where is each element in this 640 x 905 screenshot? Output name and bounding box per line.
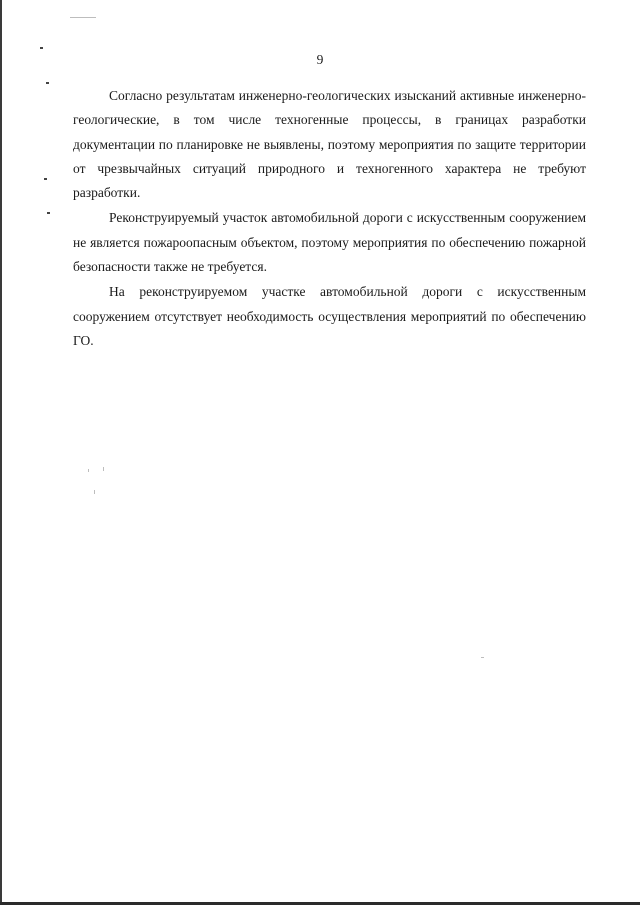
scan-left-edge bbox=[0, 0, 2, 905]
paragraph-civil-defense: На реконструируемом участке автомобильной дороги с искусственным сооружением отсутствует необходимость осуществления мероприятий по обеспечению ГО. bbox=[73, 284, 586, 348]
scan-speck bbox=[46, 82, 49, 84]
paragraph-fire-safety: Реконструируемый участок автомобильной дороги с искусственным сооружением не является пожароопасным объектом, поэтому мероприятия по обеспечению пожарной безопасности также не требуется. bbox=[73, 210, 586, 275]
scan-speck bbox=[94, 490, 95, 494]
scan-speck bbox=[88, 469, 89, 472]
scan-speck bbox=[40, 47, 43, 49]
scan-speck bbox=[103, 467, 104, 471]
paragraph-geological-processes: Согласно результатам инженерно-геологических изысканий активные инженерно-геологические, в том числе техногенные процессы, в границах разработки документации по планировке не выявлены, поэтому мероприятия по защите территории от чрезвычайных ситуаций природного и техногенного характера не требуют разработки. bbox=[73, 88, 586, 201]
scan-speck bbox=[44, 178, 47, 180]
scan-speck bbox=[70, 17, 96, 18]
scan-speck bbox=[47, 212, 50, 214]
page-number: 9 bbox=[316, 52, 324, 67]
document-body bbox=[73, 84, 586, 353]
scan-speck bbox=[481, 657, 484, 658]
